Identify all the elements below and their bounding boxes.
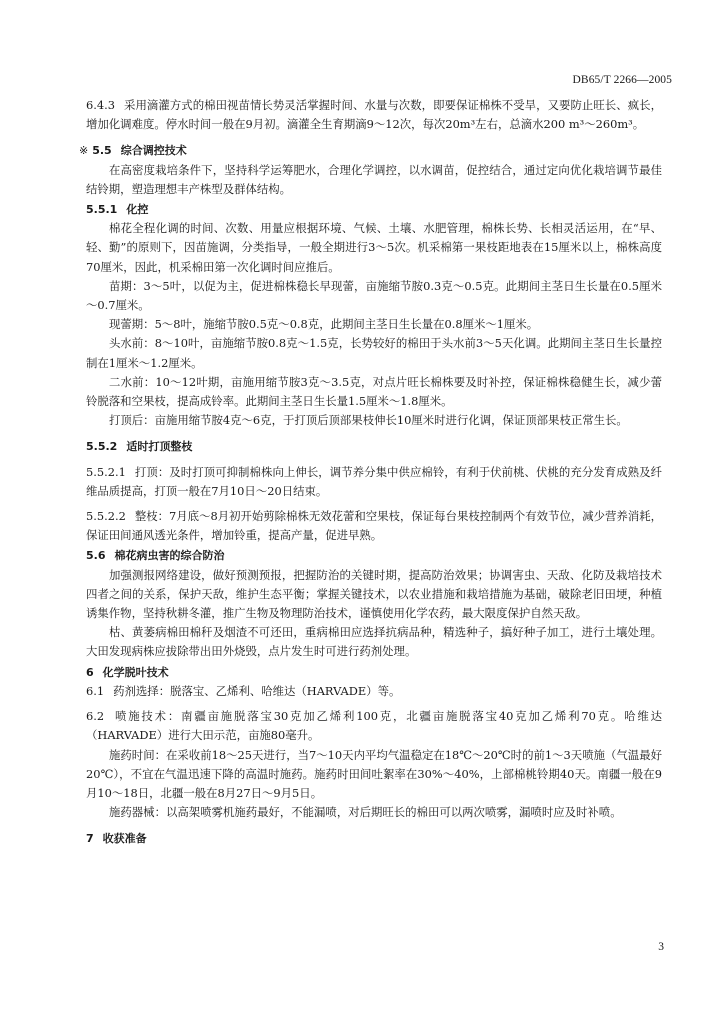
page-body: [79, 96, 662, 849]
heading-number: 5.5.2: [86, 440, 118, 454]
clause-text: 打顶：及时打顶可抑制棉株向上伸长，调节养分集中供应棉铃，有利于伏前桃、伏桃的充分发育成熟及纤维品质提高，打顶一般在7月10日～20日结束。: [86, 464, 662, 498]
clause-text: 整枝：7月底～8月初开始剪除棉株无效花蕾和空果枝，保证每台果枝控制两个有效节位，减少营养消耗，保证田间通风透光条件，增加铃重，提高产量，促进早熟。: [86, 509, 662, 543]
clause-text: 药剂选择：脱落宝、乙烯利、哈维达（HARVADE）等。: [113, 683, 401, 698]
clause-6-4-3: [86, 96, 662, 134]
stage-before-second-irrigation: 二水前：10～12叶期，亩施用缩节胺3克～3.5克，对点片旺长棉株要及时补控，保证棉株稳健生长，减少蕾铃脱落和空果枝，提高成铃率。此期间主茎日生长量1.5厘米～1.8厘米。: [86, 374, 662, 409]
paragraph-5-6-a: 加强测报网络建设，做好预测预报，把握防治的关键时期，提高防治效果；协调害虫、天敌、化防及栽培技术四者之间的关系，保护天敌，维护生态平衡；掌握关键技术，以农业措施和栽培措施为基础，破除老旧田埂，种植诱集作物，坚持秋耕冬灌，推广生物及物理防治技术，谨慎使用化学农药，最大限度保护自然天敌。: [86, 567, 662, 621]
clause-number: 6.2: [86, 709, 105, 724]
paragraph-5-6-b: 枯、黄萎病棉田棉秆及烟渣不可还田，重病棉田应选择抗病品种，精选种子，搞好种子加工，进行土壤处理。大田发现病株应拔除带出田外烧毁，点片发生时可进行药剂处理。: [86, 625, 662, 659]
heading-6: [86, 663, 662, 682]
paragraph-5-5: 在高密度栽培条件下，坚持科学运筹肥水，合理化学调控，以水调苗，促控结合，通过定向优化栽培调节最佳结铃期，塑造理想丰产株型及群体结构。: [86, 162, 662, 196]
heading-title: 棉花病虫害的综合防治: [114, 549, 225, 563]
heading-number: 6: [86, 665, 94, 679]
heading-title: 收获准备: [102, 832, 147, 846]
paragraph-5-5-1: 棉花全程化调的时间、次数、用量应根据环境、气候、土壤、水肥管理，棉株长势、长相灵活运用，在“早、轻、勤”的原则下，因苗施调，分类指导，一般全期进行3～5次。机采棉第一果枝距地表在15厘米以上，棉株高度70厘米，因此，机采棉田第一次化调时间应推后。: [86, 221, 662, 274]
stage-after-topping: 打顶后：亩施用缩节胺4克～6克，于打顶后顶部果枝伸长10厘米时进行化调，保证顶部果枝正常生长。: [109, 413, 628, 428]
heading-title: 综合调控技术: [120, 144, 187, 158]
clause-number: 5.5.2.1: [86, 464, 126, 479]
heading-7: [86, 829, 662, 848]
heading-5-5: [79, 141, 662, 160]
clause-text: 喷施技术：南疆亩施脱落宝30克加乙烯利100克，北疆亩施脱落宝40克加乙烯利70克。哈维达（HARVADE）进行大田示范，亩施80毫升。: [86, 709, 662, 743]
heading-5-6: [86, 546, 662, 565]
stage-seedling: 苗期：3～5叶，以促为主，促进棉株稳长早现蕾，亩施缩节胺0.3克～0.5克。此期间主茎日生长量在0.5厘米～0.7厘米。: [86, 278, 662, 313]
document-id: DB65/T 2266—2005: [572, 74, 672, 86]
heading-number: 5.6: [86, 549, 106, 563]
stage-before-first-irrigation: 头水前：8～10叶，亩施缩节胺0.8克～1.5克，长势较好的棉田于头水前3～5天化调。此期间主茎日生长量控制在1厘米～1.2厘米。: [86, 336, 662, 370]
clause-5-5-2-1: [86, 463, 662, 501]
page-number: 3: [658, 941, 664, 953]
clause-number: 6.1: [86, 683, 105, 698]
clause-number: 6.4.3: [86, 98, 115, 112]
clause-text: 采用滴灌方式的棉田视苗情长势灵活掌握时间、水量与次数，即要保证棉株不受旱，又要防止旺长、疯长，增加化调难度。停水时间一般在9月初。滴灌全生育期滴9～12次，每次20m³左右，总滴水200 m³～260m³。: [86, 98, 662, 132]
heading-5-5-1: [86, 200, 662, 219]
clause-6-2: [86, 707, 662, 745]
heading-number: 7: [86, 832, 94, 846]
margin-mark: ※: [79, 144, 89, 158]
clause-6-1: [86, 682, 662, 701]
clause-number: 5.5.2.2: [86, 509, 126, 524]
stage-squaring: 现蕾期：5～8叶，施缩节胺0.5克～0.8克，此期间主茎日生长量在0.8厘米～1厘米。: [109, 317, 539, 332]
heading-5-5-2: [86, 437, 662, 456]
heading-number: 5.5: [92, 144, 112, 158]
paragraph-spray-equipment: 施药器械：以高架喷雾机施药最好，不能漏喷，对后期旺长的棉田可以两次喷雾，漏喷时应及时补喷。: [109, 805, 622, 820]
heading-number: 5.5.1: [86, 203, 118, 217]
paragraph-spray-timing: 施药时间：在采收前18～25天进行，当7～10天内平均气温稳定在18℃～20℃时的前1～3天喷施（气温最好20℃），不宜在气温迅速下降的高温时施药。施药时田间吐絮率在30%～40%，上部棉桃铃期40天。南疆一般在9月10～18日，北疆一般在8月27日～9月5日。: [86, 747, 662, 800]
clause-5-5-2-2: [86, 507, 662, 545]
heading-title: 化学脱叶技术: [102, 665, 169, 679]
heading-title: 适时打顶整枝: [126, 440, 193, 454]
heading-title: 化控: [126, 203, 149, 217]
